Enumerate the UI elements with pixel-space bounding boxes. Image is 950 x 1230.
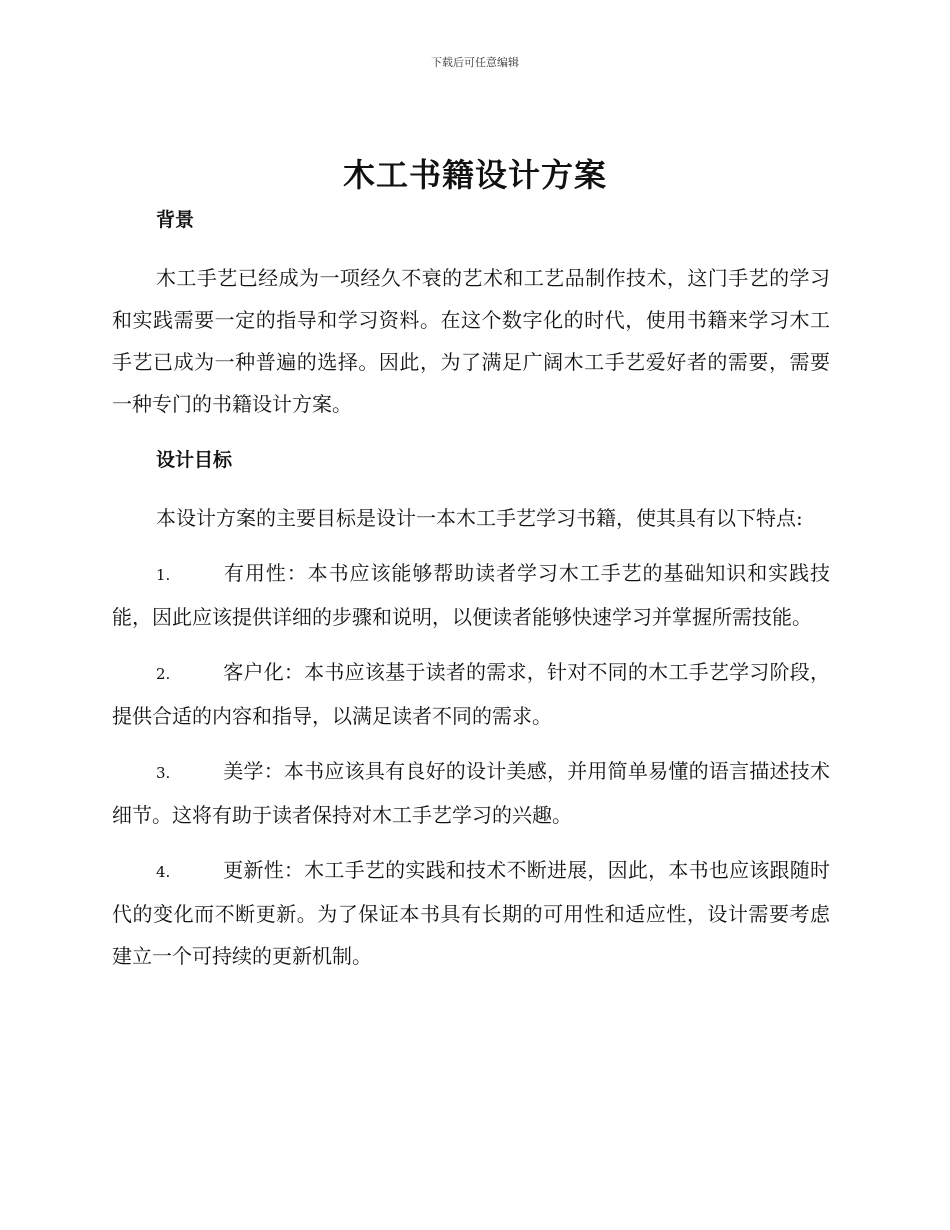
section-heading-background: 背景 [156, 209, 195, 231]
list-item-text: 有用性：本书应该能够帮助读者学习木工手艺的基础知识和实践技能，因此应该提供详细的步骤和说明，以便读者能够快速学习并掌握所需技能。 [112, 561, 830, 629]
list-item-number: 1. [156, 566, 171, 584]
list-item-number: 2. [156, 665, 171, 683]
list-item-text: 美学：本书应该具有良好的设计美感，并用简单易懂的语言描述技术细节。这将有助于读者保持对木工手艺学习的兴趣。 [112, 759, 830, 827]
list-item-number: 3. [156, 764, 171, 782]
list-item [112, 552, 830, 638]
design-goals-paragraph: 本设计方案的主要目标是设计一本木工手艺学习书籍，使其具有以下特点: [156, 506, 803, 530]
list-item [112, 849, 830, 977]
list-item [112, 651, 830, 737]
list-item-number: 4. [156, 863, 171, 881]
section-heading-design-goals: 设计目标 [156, 449, 233, 471]
background-paragraph: 木工手艺已经成为一项经久不衰的艺术和工艺品制作技术，这门手艺的学习和实践需要一定的指导和学习资料。在这个数字化的时代，使用书籍来学习木工手艺已成为一种普遍的选择。因此，为了满足广阔木工手艺爱好者的需要，需要一种专门的书籍设计方案。 [112, 266, 830, 416]
list-item-text: 更新性：木工手艺的实践和技术不断进展，因此，本书也应该跟随时代的变化而不断更新。为了保证本书具有长期的可用性和适应性，设计需要考虑建立一个可持续的更新机制。 [112, 858, 830, 968]
document-title: 木工书籍设计方案 [342, 156, 607, 194]
document-body [112, 205, 830, 977]
list-item-text: 客户化：本书应该基于读者的需求，针对不同的木工手艺学习阶段，提供合适的内容和指导，以满足读者不同的需求。 [112, 660, 830, 728]
list-item [112, 750, 830, 836]
header-note: 下载后可任意编辑 [431, 56, 519, 69]
